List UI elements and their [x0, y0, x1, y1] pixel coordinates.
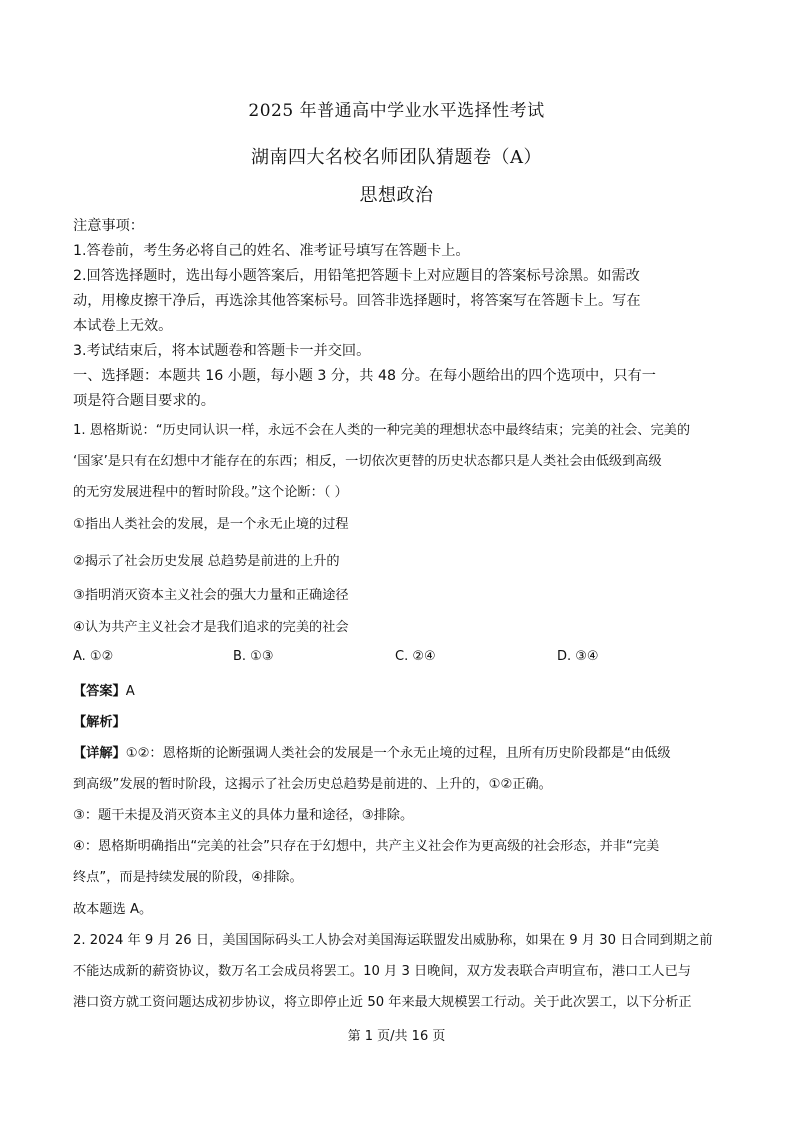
q2-stem: 2. 2024 年 9 月 26 日，美国国际码头工人协会对美国海运联盟发出威胁称，如果在 9 月 30 日合同到期之前: [73, 933, 713, 948]
q1-detail: ③：题干未提及消灭资本主义的具体力量和途径，③排除。: [73, 808, 414, 823]
section-heading: 一、选择题：本题共 16 小题，每小题 3 分，共 48 分。在每小题给出的四个选项中，只有一: [73, 368, 656, 384]
q1-stem: 的无穷发展进程中的暂时阶段。”这个论断：（ ）: [73, 485, 348, 500]
q1-detail: [73, 742, 733, 761]
q1-statement: ①指出人类社会的发展，是一个永无止境的过程: [73, 517, 349, 532]
q1-stem: 1. 恩格斯说：“历史同认识一样，永远不会在人类的一种完美的理想状态中最终结束；完美的社会、完美的: [73, 423, 691, 438]
q1-stem: ‘国家’是只有在幻想中才能存在的东西；相反，一切依次更替的历史状态都只是人类社会由低级到高级: [73, 454, 662, 469]
q1-detail: 终点”，而是持续发展的阶段，④排除。: [73, 870, 303, 885]
q2-stem: 不能达成新的薪资协议，数万名工会成员将罢工。10 月 3 日晚间，双方发表联合声明宣布，港口工人已与: [73, 964, 691, 979]
analysis-label: 【解析】: [73, 715, 126, 730]
q1-statement: ②揭示了社会历史发展 总趋势是前进的上升的: [73, 554, 340, 569]
q1-conclusion: 故本题选 A。: [73, 902, 153, 917]
exam-subtitle: 湖南四大名校名师团队猜题卷（A）: [251, 147, 542, 168]
q1-option-c: C. ②④: [395, 649, 436, 664]
notice-item: 本试卷上无效。: [73, 318, 173, 334]
page-footer: 第 1 页/共 16 页: [347, 1029, 446, 1044]
q2-stem: 港口资方就工资问题达成初步协议，将立即停止近 50 年来最大规模罢工行动。关于此次罢工，以下分析正: [73, 995, 692, 1010]
q1-answer: [73, 680, 733, 699]
subject-title: 思想政治: [359, 185, 434, 206]
q1-detail: 到高级”发展的暂时阶段，这揭示了社会历史总趋势是前进的、上升的，①②正确。: [73, 777, 552, 792]
detail-text: ①②：恩格斯的论断强调人类社会的发展是一个永无止境的过程，且所有历史阶段都是“由低级: [125, 746, 671, 761]
detail-label: 【详解】: [73, 746, 126, 761]
exam-title: 2025 年普通高中学业水平选择性考试: [248, 101, 545, 121]
q1-detail: ④：恩格斯明确指出“完美的社会”只存在于幻想中，共产主义社会作为更高级的社会形态，并非“完美: [73, 839, 660, 854]
notice-item: 动，用橡皮擦干净后，再选涂其他答案标号。回答非选择题时，将答案写在答题卡上。写在: [73, 293, 641, 309]
answer-label: 【答案】: [73, 684, 126, 699]
q1-option-a: A. ①②: [73, 649, 114, 664]
answer-value: A: [125, 684, 135, 699]
q1-option-d: D. ③④: [557, 649, 599, 664]
q1-statement: ④认为共产主义社会才是我们追求的完美的社会: [73, 620, 349, 635]
notice-title: 注意事项：: [73, 218, 144, 234]
notice-item: 2.回答选择题时，选出每小题答案后，用铅笔把答题卡上对应题目的答案标号涂黑。如需改: [73, 268, 640, 284]
q1-option-b: B. ①③: [233, 649, 274, 664]
notice-item: 1.答卷前，考生务必将自己的姓名、准考证号填写在答题卡上。: [73, 243, 470, 259]
notice-item: 3.考试结束后，将本试题卷和答题卡一并交回。: [73, 343, 371, 359]
q1-statement: ③指明消灭资本主义社会的强大力量和正确途径: [73, 588, 349, 603]
section-heading: 项是符合题目要求的。: [73, 393, 215, 409]
